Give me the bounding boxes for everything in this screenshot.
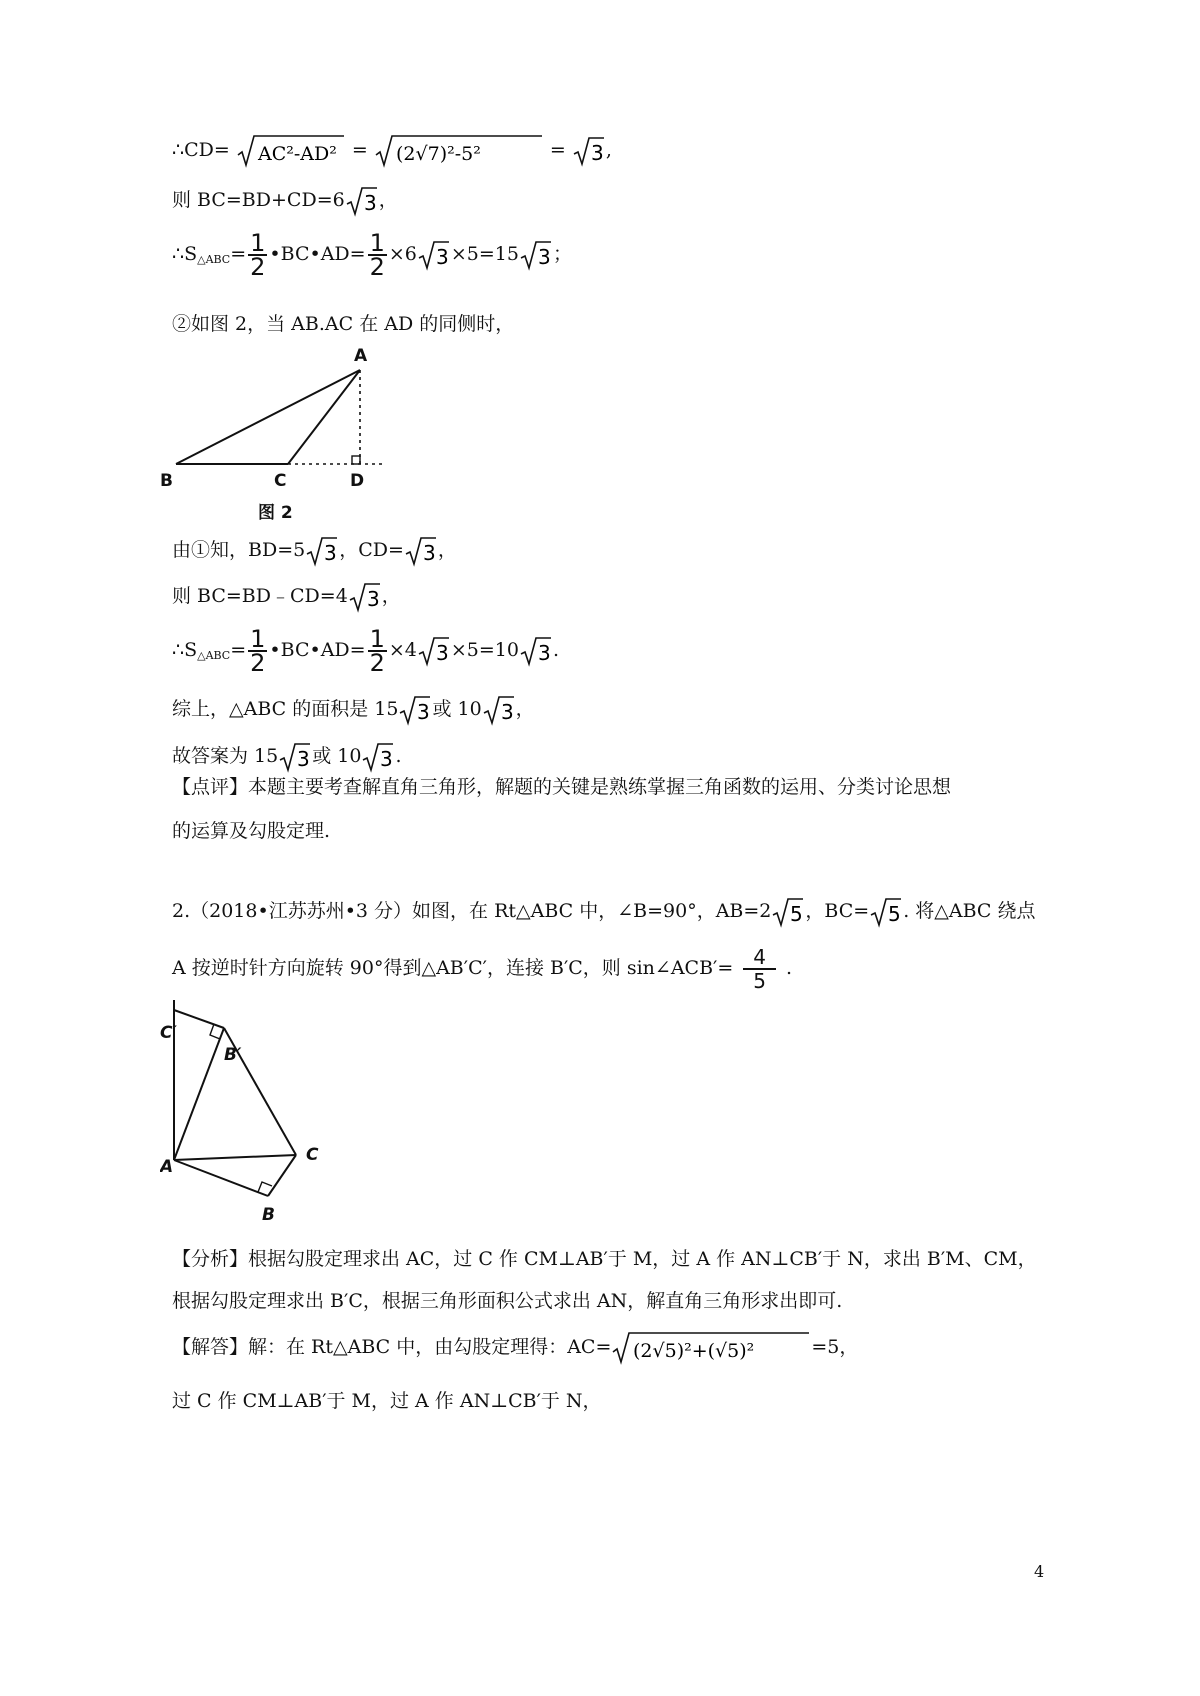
figure-rotation (160, 1000, 360, 1236)
formula-area-2 (172, 625, 560, 677)
radicand: 5 (888, 902, 901, 926)
numerator: 1 (250, 625, 266, 653)
text: ②如图 2，当 AB.AC 在 AD 的同侧时， (172, 313, 515, 335)
text: = (230, 639, 247, 661)
segment-ab-prime (174, 1028, 224, 1160)
radicand: 3 (500, 700, 514, 724)
sqrt-3 (345, 185, 379, 217)
text: = (351, 139, 368, 161)
answer-fraction (733, 946, 786, 992)
text: ×5=15 (450, 243, 519, 265)
sqrt-5 (869, 896, 903, 928)
figure-caption: 图 2 (258, 503, 293, 523)
text: ，CD= (339, 539, 404, 561)
label-a: A (354, 346, 368, 366)
text: 【解答】解：在 Rt△ABC 中，由勾股定理得：AC= (172, 1336, 612, 1358)
solution-line-1 (172, 1330, 858, 1366)
fraction (368, 625, 387, 677)
text: ， (515, 698, 535, 720)
sqrt-ac-ad (236, 133, 346, 169)
segment-ca (288, 370, 360, 464)
sqrt-3 (305, 535, 339, 567)
formula-bd-cd (172, 535, 457, 567)
numerator: 1 (369, 229, 385, 257)
text: . 将△ABC 绕点 (903, 900, 1036, 922)
label-b: B (262, 1205, 275, 1225)
fraction (368, 229, 387, 281)
text: . (552, 639, 560, 661)
problem-2-line-1 (172, 896, 1036, 928)
text: A 按逆时针方向旋转 90°得到△AB′C′，连接 B′C，则 sin∠ACB′= (172, 957, 734, 979)
text: 故答案为 15 (172, 745, 279, 767)
text: . (395, 745, 402, 767)
text: 则 BC=BD+CD=6 (172, 189, 345, 211)
label-c: C (306, 1145, 319, 1165)
text: 综上，△ABC 的面积是 15 (172, 698, 399, 720)
text: ∴S (172, 639, 198, 661)
segment-ab (174, 1160, 268, 1196)
text: 【点评】本题主要考查解直角三角形，解题的关键是熟练掌握三角函数的运用、分类讨论思想 (172, 776, 952, 798)
radicand: 3 (324, 541, 337, 565)
sqrt-2sqrt7 (374, 133, 544, 169)
numerator: 4 (743, 946, 776, 970)
text: 或 10 (312, 745, 362, 767)
text: = (549, 139, 566, 161)
denominator: 2 (250, 253, 266, 281)
case-2-intro (172, 309, 514, 339)
analysis-line-2 (172, 1286, 842, 1316)
comment-line-2 (172, 816, 330, 846)
sqrt-ac-expression (611, 1330, 811, 1366)
numerator: 1 (250, 229, 266, 257)
segment-c-prime-b-prime (174, 1010, 224, 1028)
analysis-line-1 (172, 1244, 1037, 1274)
text: •BC•AD= (269, 243, 366, 265)
radicand: 5 (790, 902, 804, 926)
denominator: 2 (369, 649, 385, 677)
right-angle-mark-b (258, 1182, 272, 1192)
segment-bc (268, 1155, 296, 1196)
sqrt-3 (519, 635, 553, 667)
text: 根据勾股定理求出 B′C，根据三角形面积公式求出 AN，解直角三角形求出即可. (172, 1290, 843, 1312)
label-b-prime: B′ (224, 1045, 242, 1065)
text: ，BC= (805, 900, 870, 922)
text: 则 BC=BD﹣CD=4 (172, 585, 348, 607)
text: ×4 (388, 639, 417, 661)
answer-line (172, 741, 401, 773)
text: ， (378, 189, 398, 211)
denominator: 2 (369, 253, 385, 281)
radicand: (2√7)²-5² (395, 143, 481, 165)
text: ×6 (388, 243, 417, 265)
text: ， (381, 585, 401, 607)
sqrt-3 (482, 694, 516, 726)
subscript: △ABC (197, 649, 231, 662)
segment-ba (176, 370, 360, 464)
radicand: 3 (435, 641, 449, 665)
label-c-prime: C′ (160, 1023, 177, 1043)
text: = (230, 243, 247, 265)
segment-ac (174, 1155, 296, 1160)
figure-2-triangle (160, 346, 420, 524)
summary-line (172, 694, 535, 726)
text: 2.（2018•江苏苏州•3 分）如图，在 Rt△ABC 中，∠B=90°，AB=2 (172, 900, 772, 922)
text: 【分析】根据勾股定理求出 AC，过 C 作 CM⊥AB′于 M，过 A 作 AN⊥CB′于 N，求出 B′M、CM， (172, 1248, 1037, 1270)
text: ； (552, 243, 572, 265)
denominator: 5 (753, 969, 767, 993)
radicand: 3 (417, 700, 431, 724)
sqrt-3 (278, 741, 312, 773)
text: ， (437, 539, 457, 561)
radicand: 3 (380, 747, 394, 771)
fraction (248, 229, 267, 281)
sqrt-3 (398, 694, 432, 726)
fraction (248, 625, 267, 677)
text: , (605, 139, 612, 161)
label-d: D (350, 471, 365, 491)
radicand: (2√5)²+(√5)² (633, 1340, 755, 1362)
subscript: △ABC (197, 253, 231, 266)
text: ∴S (172, 243, 198, 265)
text: =5， (811, 1336, 859, 1358)
radicand: 3 (363, 191, 377, 215)
solution-line-2 (172, 1386, 602, 1416)
text: 或 10 (432, 698, 482, 720)
page-number: 4 (1034, 1562, 1045, 1581)
formula-bc-2 (172, 581, 401, 613)
numerator: 1 (369, 625, 385, 653)
comment-line-1 (172, 772, 951, 802)
denominator: 2 (250, 649, 266, 677)
text: ∴CD= (172, 139, 230, 161)
text: 由①知，BD=5 (172, 539, 306, 561)
right-angle-mark (352, 456, 360, 464)
radicand: 3 (590, 141, 604, 165)
formula-bc (172, 185, 398, 217)
sqrt-3 (348, 581, 382, 613)
sqrt-3 (572, 135, 606, 167)
text: 过 C 作 CM⊥AB′于 M，过 A 作 AN⊥CB′于 N， (172, 1390, 602, 1412)
radicand: 3 (297, 747, 310, 771)
sqrt-3 (519, 239, 553, 271)
problem-2-line-2 (172, 946, 792, 992)
radicand: 3 (537, 641, 551, 665)
text: 的运算及勾股定理. (172, 820, 331, 842)
radicand: AC²-AD² (257, 143, 337, 165)
sqrt-3 (361, 741, 395, 773)
label-c: C (274, 471, 287, 491)
sqrt-3 (417, 239, 451, 271)
radicand: 3 (435, 245, 449, 269)
text: •BC•AD= (269, 639, 366, 661)
sqrt-5 (771, 896, 805, 928)
label-a: A (160, 1157, 174, 1177)
formula-area-1 (172, 229, 572, 281)
radicand: 3 (537, 245, 551, 269)
formula-cd (172, 133, 612, 169)
radicand: 3 (422, 541, 436, 565)
label-b: B (160, 471, 173, 491)
sqrt-3 (404, 535, 438, 567)
text: . (786, 957, 793, 979)
text: ×5=10 (450, 639, 519, 661)
radicand: 3 (366, 587, 380, 611)
sqrt-3 (417, 635, 451, 667)
